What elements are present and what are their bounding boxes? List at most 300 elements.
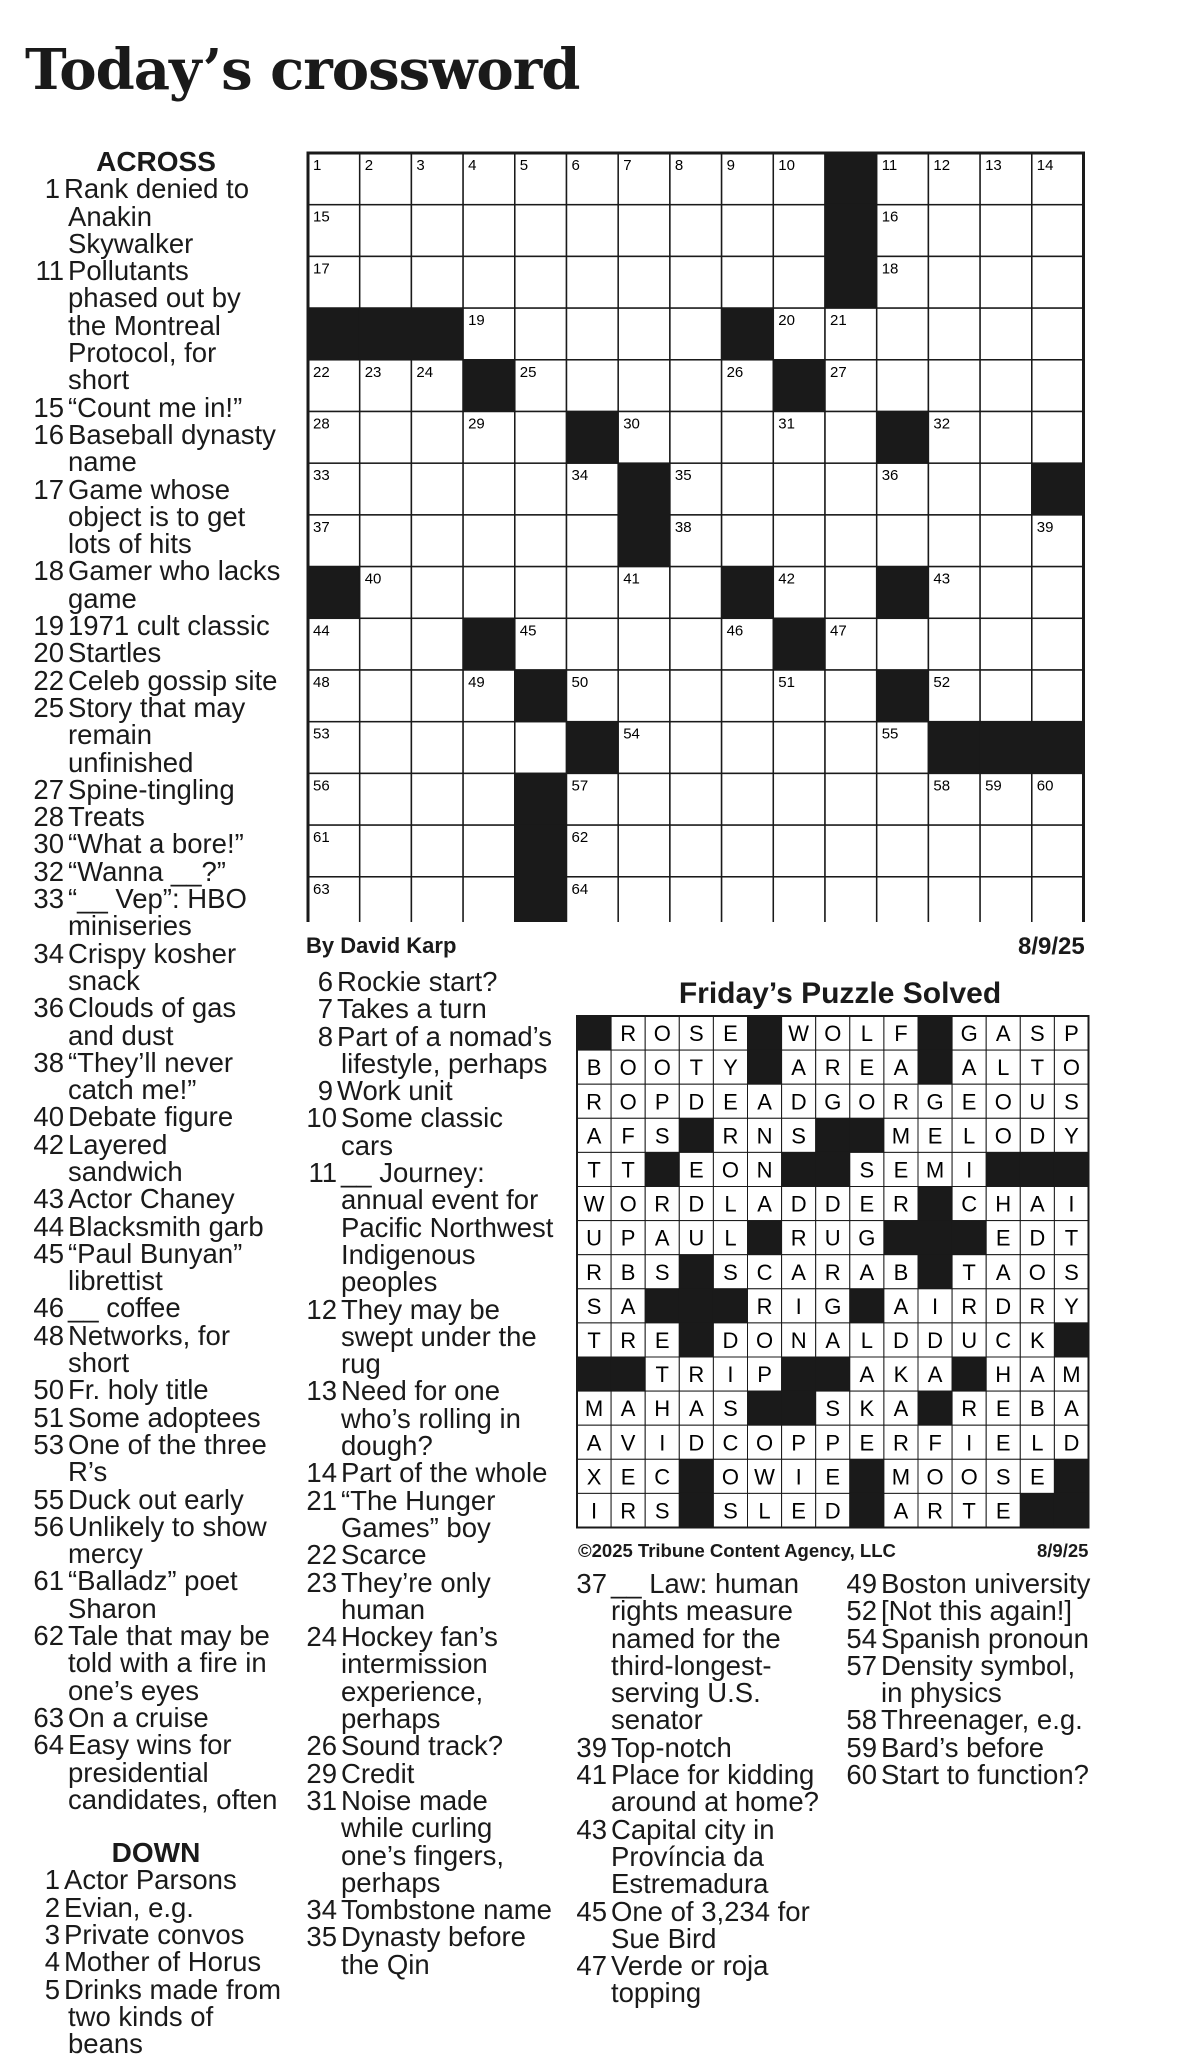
cell-number: 54 xyxy=(623,725,640,743)
grid-cell[interactable] xyxy=(825,825,877,877)
across-clue-22[interactable] xyxy=(30,664,282,696)
grid-cell[interactable] xyxy=(1032,618,1084,670)
solution-letter: A xyxy=(757,1191,772,1217)
grid-cell[interactable] xyxy=(1032,256,1084,308)
across-clue-48[interactable] xyxy=(30,1319,282,1379)
grid-cell[interactable] xyxy=(928,256,980,308)
grid-cell[interactable] xyxy=(980,670,1032,722)
cell-number: 35 xyxy=(674,467,692,485)
grid-cell[interactable] xyxy=(773,773,825,825)
solution-letter: S xyxy=(1030,1021,1045,1047)
grid-cell[interactable] xyxy=(1032,825,1084,877)
grid-cell[interactable] xyxy=(360,515,412,567)
clue-number: 22 xyxy=(306,1539,337,1571)
across-clue-63[interactable] xyxy=(30,1701,282,1733)
clue-number: 33 xyxy=(33,883,64,915)
solution-letter: L xyxy=(758,1498,771,1524)
grid-cell[interactable] xyxy=(722,515,774,567)
across-clue-32[interactable] xyxy=(30,855,282,887)
solution-letter: T xyxy=(1030,1055,1045,1081)
grid-cell[interactable] xyxy=(980,308,1032,360)
across-clue-53[interactable] xyxy=(30,1428,282,1488)
grid-cell[interactable] xyxy=(567,567,619,619)
grid-cell[interactable] xyxy=(670,205,722,257)
grid-cell[interactable] xyxy=(360,256,412,308)
grid-cell[interactable] xyxy=(928,618,980,670)
down-clue-9[interactable] xyxy=(303,1075,558,1107)
grid-cell[interactable] xyxy=(1032,412,1084,464)
down-clue-26[interactable] xyxy=(303,1730,558,1762)
clue-text: Easy wins for presidential candidates, often xyxy=(68,1729,278,1815)
grid-cell[interactable] xyxy=(515,308,567,360)
grid-cell[interactable] xyxy=(1032,567,1084,619)
down-clue-43[interactable] xyxy=(573,1813,823,1900)
solution-block xyxy=(1020,1493,1054,1527)
solution-letter: A xyxy=(893,1498,909,1524)
block-cell xyxy=(567,412,619,464)
solution-letter: T xyxy=(962,1498,976,1524)
clue-number: 11 xyxy=(35,255,64,287)
solution-block xyxy=(577,1016,611,1050)
grid-cell[interactable] xyxy=(773,877,825,922)
across-clue-15[interactable] xyxy=(30,391,282,423)
clue-number: 6 xyxy=(317,966,333,997)
down-clue-29[interactable] xyxy=(303,1757,558,1789)
down-clue-34[interactable] xyxy=(303,1894,558,1926)
grid-cell[interactable] xyxy=(980,515,1032,567)
solution-block xyxy=(952,1221,986,1255)
grid-cell[interactable] xyxy=(877,308,929,360)
solution-letter: F xyxy=(894,1021,908,1047)
down-clue-52[interactable] xyxy=(843,1595,1093,1627)
across-clue-64[interactable] xyxy=(30,1731,282,1813)
block-cell xyxy=(722,308,774,360)
solution-letter: R xyxy=(586,1089,602,1115)
grid-cell[interactable] xyxy=(618,256,670,308)
cell-number: 46 xyxy=(726,622,744,640)
grid-cell[interactable] xyxy=(722,877,774,922)
solution-letter: A xyxy=(1064,1396,1079,1422)
clue-text: Threenager, e.g. xyxy=(881,1704,1083,1736)
solution-letter: E xyxy=(859,1191,875,1217)
block-cell xyxy=(877,670,929,722)
grid-cell[interactable] xyxy=(980,463,1032,515)
solution-letter: S xyxy=(723,1498,738,1524)
grid-cell[interactable] xyxy=(360,670,412,722)
grid-cell[interactable] xyxy=(463,463,515,515)
clue-text: “What a bore!” xyxy=(68,828,244,860)
solution-letter: L xyxy=(724,1225,737,1251)
cell-number: 20 xyxy=(778,312,795,330)
grid-cell[interactable] xyxy=(722,412,774,464)
grid-cell[interactable] xyxy=(1032,670,1084,722)
solution-letter: R xyxy=(961,1293,978,1319)
grid-cell[interactable] xyxy=(463,877,515,922)
solution-letter: G xyxy=(960,1021,978,1047)
cell-number: 41 xyxy=(623,570,640,588)
grid-cell[interactable] xyxy=(825,773,877,825)
solution-block xyxy=(918,1255,952,1289)
grid-cell[interactable] xyxy=(773,515,825,567)
grid-cell[interactable] xyxy=(928,877,980,922)
grid-cell[interactable] xyxy=(670,256,722,308)
across-clue-25[interactable] xyxy=(30,691,282,778)
solution-letter: L xyxy=(860,1021,873,1047)
solution-letter: R xyxy=(756,1293,773,1319)
grid-cell[interactable] xyxy=(928,515,980,567)
down-clue-12[interactable] xyxy=(303,1293,558,1380)
clue-number: 58 xyxy=(846,1704,877,1736)
grid-cell[interactable] xyxy=(515,515,567,567)
grid-cell[interactable] xyxy=(670,567,722,619)
clue-text: Start to function? xyxy=(881,1759,1089,1791)
across-clue-38[interactable] xyxy=(30,1046,282,1106)
grid-cell[interactable] xyxy=(670,360,722,412)
grid-cell[interactable] xyxy=(463,256,515,308)
grid-cell[interactable] xyxy=(1032,308,1084,360)
clue-number: 43 xyxy=(576,1813,607,1845)
cell-number: 34 xyxy=(571,467,589,485)
cell-number: 61 xyxy=(313,829,330,847)
across-clue-46[interactable] xyxy=(30,1292,282,1324)
down-clue-60[interactable] xyxy=(843,1759,1093,1791)
across-clue-51[interactable] xyxy=(30,1401,282,1433)
grid-cell[interactable] xyxy=(1032,877,1084,922)
across-clue-43[interactable] xyxy=(30,1183,282,1215)
across-clue-28[interactable] xyxy=(30,801,282,833)
grid-cell[interactable] xyxy=(670,773,722,825)
grid-cell[interactable] xyxy=(825,877,877,922)
grid-cell[interactable] xyxy=(411,412,463,464)
across-clue-61[interactable] xyxy=(30,1567,282,1622)
cell-number: 18 xyxy=(881,260,899,278)
solution-letter: A xyxy=(620,1396,636,1422)
grid-cell[interactable] xyxy=(980,877,1032,922)
cell-number: 8 xyxy=(674,157,684,174)
clue-number: 40 xyxy=(33,1101,64,1133)
solution-letter: S xyxy=(1064,1089,1079,1115)
down-clue-45[interactable] xyxy=(573,1895,823,1954)
grid-cell[interactable] xyxy=(360,412,412,464)
grid-cell[interactable] xyxy=(463,515,515,567)
down-clue-5[interactable] xyxy=(30,1973,282,2059)
grid-cell[interactable] xyxy=(928,360,980,412)
down-clue-31[interactable] xyxy=(303,1784,558,1898)
cell-number: 24 xyxy=(416,363,434,381)
grid-cell[interactable] xyxy=(877,618,929,670)
grid-cell[interactable] xyxy=(411,618,463,670)
grid-cell[interactable] xyxy=(463,205,515,257)
grid-cell[interactable] xyxy=(722,773,774,825)
across-clue-62[interactable] xyxy=(30,1622,282,1704)
grid-cell[interactable] xyxy=(411,722,463,774)
grid-cell[interactable] xyxy=(877,825,929,877)
grid-cell[interactable] xyxy=(411,773,463,825)
across-clue-1[interactable] xyxy=(30,175,282,257)
down-clue-14[interactable] xyxy=(303,1457,558,1489)
solution-letter: A xyxy=(1030,1362,1045,1388)
grid-cell[interactable] xyxy=(877,773,929,825)
grid-cell[interactable] xyxy=(980,567,1032,619)
across-clue-19[interactable] xyxy=(30,610,282,642)
solution-date: 8/9/25 xyxy=(1037,1540,1089,1561)
solution-letter: S xyxy=(654,1259,670,1285)
grid-cell[interactable] xyxy=(463,773,515,825)
grid-cell[interactable] xyxy=(825,515,877,567)
clue-number: 23 xyxy=(306,1566,337,1598)
grid-cell[interactable] xyxy=(463,825,515,877)
clue-text: Unlikely to show mercy xyxy=(68,1510,267,1570)
grid-cell[interactable] xyxy=(722,463,774,515)
grid-cell[interactable] xyxy=(515,412,567,464)
solution-letter: P xyxy=(757,1362,772,1388)
solution-letter: O xyxy=(721,1157,740,1183)
grid-cell[interactable] xyxy=(980,825,1032,877)
grid-cell[interactable] xyxy=(360,722,412,774)
down-clue-3[interactable] xyxy=(30,1921,282,1948)
clue-number: 1 xyxy=(44,173,60,205)
grid-cell[interactable] xyxy=(773,463,825,515)
solution-letter: A xyxy=(586,1430,602,1456)
grid-cell[interactable] xyxy=(825,670,877,722)
solution-letter: G xyxy=(824,1089,842,1115)
down-clue-41[interactable] xyxy=(573,1761,823,1816)
block-cell xyxy=(463,360,515,412)
grid-cell[interactable] xyxy=(567,256,619,308)
down-clue-22[interactable] xyxy=(303,1539,558,1571)
grid-cell[interactable] xyxy=(463,722,515,774)
clue-text: Clouds of gas and dust xyxy=(68,992,237,1051)
grid-cell[interactable] xyxy=(411,567,463,619)
clue-text: __ Journey: annual event for Pacific Northwest Indigenous peoples xyxy=(341,1157,554,1298)
grid-cell[interactable] xyxy=(411,256,463,308)
grid-cell[interactable] xyxy=(722,722,774,774)
down-clue-1[interactable] xyxy=(30,1864,282,1896)
down-clue-57[interactable] xyxy=(843,1649,1093,1709)
solution-letter: D xyxy=(1029,1225,1046,1251)
grid-cell[interactable] xyxy=(825,567,877,619)
clue-number: 34 xyxy=(306,1894,337,1926)
grid-cell[interactable] xyxy=(670,670,722,722)
across-clue-16[interactable] xyxy=(30,418,282,478)
grid-cell[interactable] xyxy=(670,722,722,774)
cell-number: 47 xyxy=(830,622,847,640)
grid-cell[interactable] xyxy=(877,877,929,922)
down-clue-2[interactable] xyxy=(30,1891,282,1923)
grid-cell[interactable] xyxy=(980,360,1032,412)
across-clue-18[interactable] xyxy=(30,557,282,612)
across-clue-50[interactable] xyxy=(30,1374,282,1406)
grid-cell[interactable] xyxy=(980,618,1032,670)
grid-cell[interactable] xyxy=(670,825,722,877)
grid-cell[interactable] xyxy=(773,825,825,877)
grid-cell[interactable] xyxy=(618,308,670,360)
clue-text: “Balladz” poet Sharon xyxy=(68,1565,238,1624)
grid-cell[interactable] xyxy=(722,825,774,877)
grid-cell[interactable] xyxy=(360,463,412,515)
block-cell xyxy=(825,153,877,205)
grid-cell[interactable] xyxy=(411,825,463,877)
across-clue-17[interactable] xyxy=(30,473,282,560)
clue-number: 50 xyxy=(33,1374,64,1406)
down-clue-49[interactable] xyxy=(843,1570,1093,1597)
grid-cell[interactable] xyxy=(928,205,980,257)
across-clue-20[interactable] xyxy=(30,637,282,669)
down-clue-39[interactable] xyxy=(573,1731,823,1763)
grid-cell[interactable] xyxy=(618,877,670,922)
grid-cell[interactable] xyxy=(515,205,567,257)
grid-cell[interactable] xyxy=(411,877,463,922)
grid-cell[interactable] xyxy=(980,256,1032,308)
clue-text: “Paul Bunyan” librettist xyxy=(68,1237,243,1297)
across-clue-34[interactable] xyxy=(30,937,282,996)
solution-letter: O xyxy=(721,1464,740,1490)
down-clue-21[interactable] xyxy=(303,1484,558,1543)
grid-cell[interactable] xyxy=(618,205,670,257)
grid-cell[interactable] xyxy=(567,360,619,412)
down-clue-7[interactable] xyxy=(303,993,558,1025)
grid-cell[interactable] xyxy=(928,463,980,515)
across-clue-45[interactable] xyxy=(30,1237,282,1297)
grid-cell[interactable] xyxy=(825,722,877,774)
across-clue-44[interactable] xyxy=(30,1210,282,1242)
grid-cell[interactable] xyxy=(360,877,412,922)
grid-cell[interactable] xyxy=(463,567,515,619)
clue-text: Place for kidding around at home? xyxy=(611,1759,819,1818)
grid-cell[interactable] xyxy=(877,360,929,412)
solution-letter: P xyxy=(620,1225,636,1251)
across-clue-30[interactable] xyxy=(30,828,282,860)
clue-text: Need for one who’s rolling in dough? xyxy=(341,1375,521,1462)
grid-cell[interactable] xyxy=(360,205,412,257)
across-clue-56[interactable] xyxy=(30,1510,282,1570)
block-cell xyxy=(773,360,825,412)
down-clue-8[interactable] xyxy=(303,1020,558,1079)
grid-cell[interactable] xyxy=(980,412,1032,464)
grid-cell[interactable] xyxy=(360,825,412,877)
grid-cell[interactable] xyxy=(515,463,567,515)
grid-cell[interactable] xyxy=(567,618,619,670)
grid-cell[interactable] xyxy=(877,515,929,567)
grid-cell[interactable] xyxy=(670,412,722,464)
clue-number: 10 xyxy=(306,1102,337,1134)
grid-cell[interactable] xyxy=(825,463,877,515)
grid-cell[interactable] xyxy=(411,463,463,515)
down-clue-59[interactable] xyxy=(843,1731,1093,1763)
down-clue-24[interactable] xyxy=(303,1621,558,1735)
across-clue-36[interactable] xyxy=(30,994,282,1049)
grid-cell[interactable] xyxy=(670,877,722,922)
down-clue-11[interactable] xyxy=(303,1157,558,1298)
grid-cell[interactable] xyxy=(618,360,670,412)
grid-cell[interactable] xyxy=(567,515,619,567)
across-clue-55[interactable] xyxy=(30,1483,282,1515)
grid-cell[interactable] xyxy=(567,205,619,257)
solution-letter: D xyxy=(824,1498,841,1524)
grid-cell[interactable] xyxy=(360,773,412,825)
down-clue-6[interactable] xyxy=(303,968,558,995)
grid-cell[interactable] xyxy=(1032,205,1084,257)
down-clue-10[interactable] xyxy=(303,1104,558,1159)
solution-letter: E xyxy=(723,1021,738,1047)
grid-cell[interactable] xyxy=(722,205,774,257)
solution-letter: S xyxy=(586,1293,602,1319)
clue-text: One of the three R’s xyxy=(68,1428,267,1488)
solution-letter: D xyxy=(995,1293,1012,1319)
solution-letter: N xyxy=(790,1327,807,1353)
across-clue-27[interactable] xyxy=(30,773,282,805)
grid-cell[interactable] xyxy=(411,670,463,722)
grid-cell[interactable] xyxy=(411,515,463,567)
grid-cell[interactable] xyxy=(618,825,670,877)
grid-cell[interactable] xyxy=(773,722,825,774)
grid-cell[interactable] xyxy=(928,308,980,360)
solution-block xyxy=(748,1016,782,1050)
clue-text: Part of a nomad’s lifestyle, perhaps xyxy=(337,1020,553,1079)
clue-text: Rockie start? xyxy=(337,966,498,997)
solution-letter: U xyxy=(586,1225,602,1251)
across-clue-42[interactable] xyxy=(30,1128,282,1187)
grid-cell[interactable] xyxy=(360,618,412,670)
down-clue-35[interactable] xyxy=(303,1923,558,1978)
block-cell xyxy=(411,308,463,360)
grid-cell[interactable] xyxy=(1032,360,1084,412)
clue-text: “Wanna __?” xyxy=(68,855,226,887)
solution-letter: O xyxy=(1062,1055,1081,1081)
down-clue-23[interactable] xyxy=(303,1566,558,1625)
grid-cell[interactable] xyxy=(928,825,980,877)
grid-cell[interactable] xyxy=(515,567,567,619)
clue-number: 35 xyxy=(306,1921,337,1953)
down-clue-54[interactable] xyxy=(843,1622,1093,1654)
grid-cell[interactable] xyxy=(825,412,877,464)
grid-cell[interactable] xyxy=(411,205,463,257)
grid-cell[interactable] xyxy=(618,618,670,670)
down-clue-58[interactable] xyxy=(843,1704,1093,1736)
clue-text: Verde or roja topping xyxy=(611,1950,769,2009)
solution-letter: O xyxy=(619,1191,637,1217)
grid-cell[interactable] xyxy=(618,670,670,722)
clue-text: Mother of Horus xyxy=(64,1946,262,1978)
down-clue-47[interactable] xyxy=(573,1952,823,2007)
grid-cell[interactable] xyxy=(515,722,567,774)
grid-cell[interactable] xyxy=(670,308,722,360)
down-clue-37[interactable] xyxy=(573,1570,823,1734)
grid-cell[interactable] xyxy=(567,308,619,360)
grid-cell[interactable] xyxy=(670,618,722,670)
grid-cell[interactable] xyxy=(722,670,774,722)
grid-cell[interactable] xyxy=(618,773,670,825)
clue-text: Actor Parsons xyxy=(64,1864,237,1896)
solution-block xyxy=(679,1323,713,1357)
block-cell xyxy=(463,618,515,670)
clue-text: Game whose object is to get lots of hits xyxy=(68,473,246,560)
grid-cell[interactable] xyxy=(980,205,1032,257)
clue-number: 41 xyxy=(576,1759,607,1791)
down-clue-4[interactable] xyxy=(30,1946,282,1978)
grid-cell[interactable] xyxy=(773,256,825,308)
puzzle-grid[interactable] xyxy=(306,151,1092,922)
solution-letter: E xyxy=(859,1430,875,1456)
across-clue-33[interactable] xyxy=(30,885,282,940)
across-clue-11[interactable] xyxy=(30,255,282,396)
grid-cell[interactable] xyxy=(773,205,825,257)
across-clue-40[interactable] xyxy=(30,1101,282,1133)
down-clue-13[interactable] xyxy=(303,1375,558,1462)
grid-cell[interactable] xyxy=(515,256,567,308)
grid-cell[interactable] xyxy=(722,256,774,308)
solution-letter: E xyxy=(961,1089,977,1115)
